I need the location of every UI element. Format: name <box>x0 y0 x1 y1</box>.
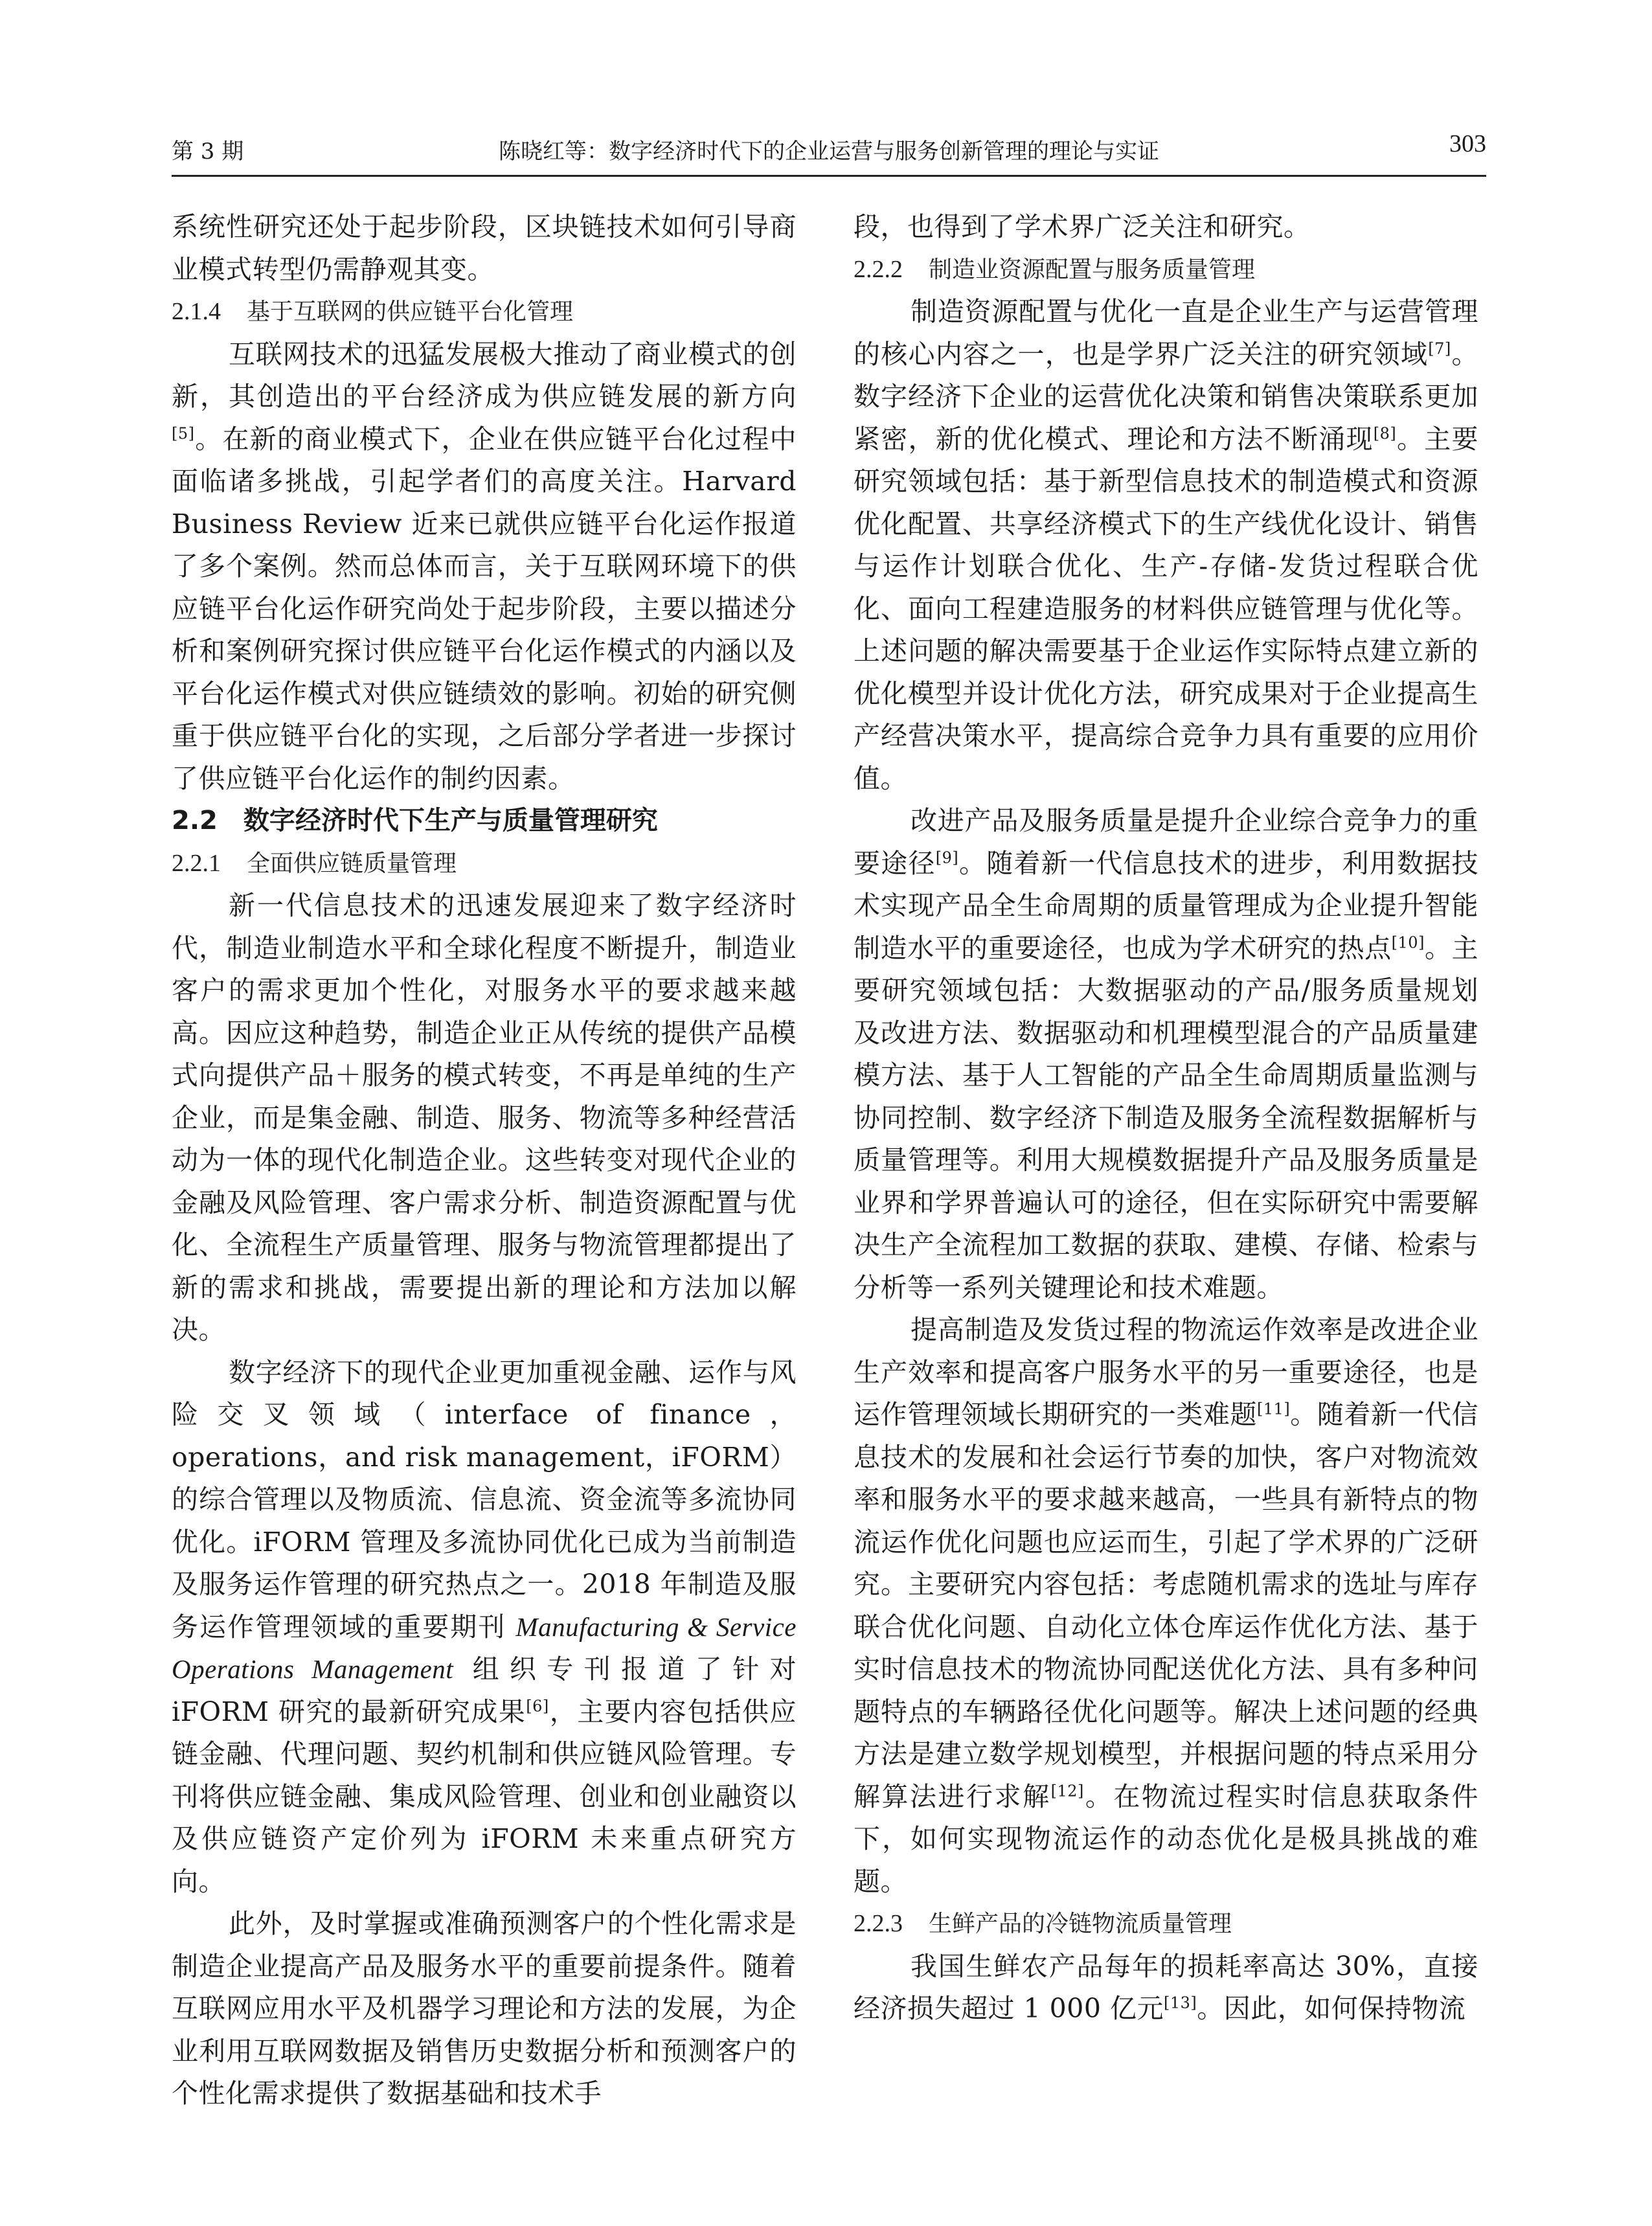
right-column <box>854 206 1478 2030</box>
citation: [5] <box>172 424 195 442</box>
text-run: 。数字经济下企业的运营优化决策和销售决策联系更加紧密，新的优化模式、理论和方法不断涌现 <box>854 338 1478 455</box>
text-run: 。因此，如何保持物流 <box>1197 1993 1466 2024</box>
paragraph <box>172 1352 797 1903</box>
section-title: 制造业资源配置与服务质量管理 <box>929 256 1256 283</box>
section-heading-2-2-2 <box>854 249 1478 291</box>
text-run: 提高制造及发货过程的物流运作效率是改进企业生产效率和提高客户服务水平的另一重要途径，也是运作管理领域长期研究的一类难题 <box>854 1314 1478 1430</box>
paragraph <box>854 1946 1478 2030</box>
text-run: 。主要研究领域包括：基于新型信息技术的制造模式和资源优化配置、共享经济模式下的生产线优化设计、销售与运作计划联合优化、生产-存储-发货过程联合优化、面向工程建造服务的材料供应链管理与优化等。上述问题的解决需要基于企业运作实际特点建立新的优化模型并设计优化方法，研究成果对于企业提高生产经营决策水平，提高综合竞争力具有重要的应用价值。 <box>854 423 1478 794</box>
section-heading-2-1-4 <box>172 291 797 334</box>
section-title: 生鲜产品的冷链物流质量管理 <box>929 1911 1232 1937</box>
text-run: 互联网技术的迅猛发展极大推动了商业模式的创新，其创造出的平台经济成为供应链发展的新方向 <box>172 338 797 412</box>
section-heading-2-2-1 <box>172 843 797 885</box>
citation: [11] <box>1257 1400 1291 1418</box>
citation: [6] <box>526 1696 549 1715</box>
paragraph <box>854 1309 1478 1903</box>
text-run: 。主要研究领域包括：大数据驱动的产品/服务质量规划及改进方法、数据驱动和机理模型混合的产品质量建模方法、基于人工智能的产品全生命周期质量监测与协同控制、数字经济下制造及服务全流程数据解析与质量管理等。利用大规模数据提升产品及服务质量是业界和学界普遍认可的途径，但在实际研究中需要解决生产全流程加工数据的获取、建模、存储、检索与分析等一系列关键理论和技术难题。 <box>854 932 1479 1303</box>
text-run: 组织专刊报道了针对 iFORM 研究的最新研究成果 <box>172 1653 797 1727</box>
section-number: 2.2 <box>172 806 218 835</box>
paragraph: 此外，及时掌握或准确预测客户的个性化需求是制造企业提高产品及服务水平的重要前提条件。随着互联网应用水平及机器学习理论和方法的发展，为企业利用互联网数据及销售历史数据分析和预测客户的个性化需求提供了数据基础和技术手 <box>172 1908 797 2109</box>
section-number: 2.1.4 <box>172 298 221 325</box>
page-number: 303 <box>1449 130 1486 157</box>
text-run: 数字经济下的现代企业更加重视金融、运作与风险交叉领域（interface of finance，operations，and risk management，iFORM）的综合管理以及物质流、信息流、资金流等多流协同优化。iFORM 管理及多流协同优化已成为当前制造及服务运作管理的研究热点之一。2018 年制造及服务运作管理领域的重要期刊 <box>172 1356 797 1642</box>
citation: [10] <box>1391 933 1425 951</box>
section-heading-2-2-3 <box>854 1903 1478 1946</box>
left-column <box>172 206 797 2115</box>
section-number: 2.2.3 <box>854 1910 903 1937</box>
text-run: ，主要内容包括供应链金融、代理问题、契约机制和供应链风险管理。专刊将供应链金融、集成风险管理、创业和创业融资以及供应链资产定价列为 iFORM 未来重点研究方向。 <box>172 1696 797 1897</box>
text-run: 改进产品及服务质量是提升企业综合竞争力的重要途径 <box>854 805 1478 879</box>
citation: [7] <box>1428 339 1451 358</box>
journal-name: Manufacturing & Service Operations Management <box>172 1611 797 1684</box>
text-run: 。在物流过程实时信息获取条件下，如何实现物流运作的动态优化是极具挑战的难题。 <box>854 1780 1478 1897</box>
issue-number: 第 3 期 <box>172 139 244 165</box>
section-title: 基于互联网的供应链平台化管理 <box>247 299 574 325</box>
text-run: 。在新的商业模式下，企业在供应链平台化过程中面临诸多挑战，引起学者们的高度关注。Harvard Business Review 近来已就供应链平台化运作报道了多个案例。然而总体而言，关于互联网环境下的供应链平台化运作研究尚处于起步阶段，主要以描述分析和案例研究探讨供应链平台化运作模式的内涵以及平台化运作模式对供应链绩效的影响。初始的研究侧重于供应链平台化的实现，之后部分学者进一步探讨了供应链平台化运作的制约因素。 <box>172 423 797 794</box>
text-run: 。随着新一代信息技术的发展和社会运行节奏的加快，客户对物流效率和服务水平的要求越来越高，一些具有新特点的物流运作优化问题也应运而生，引起了学术界的广泛研究。主要研究内容包括：考虑随机需求的选址与库存联合优化问题、自动化立体仓库运作优化方法、基于实时信息技术的物流协同配送优化方法、具有多种问题特点的车辆路径优化问题等。解决上述问题的经典方法是建立数学规划模型，并根据问题的特点采用分解算法进行求解 <box>854 1399 1478 1812</box>
text-run: 。随着新一代信息技术的进步，利用数据技术实现产品全生命周期的质量管理成为企业提升智能制造水平的重要途径，也成为学术研究的热点 <box>854 847 1478 964</box>
section-title: 数字经济时代下生产与质量管理研究 <box>243 806 658 835</box>
citation: [9] <box>935 848 959 867</box>
running-title: 陈晓红等：数字经济时代下的企业运营与服务创新管理的理论与实证 <box>499 139 1159 165</box>
paragraph <box>172 334 797 801</box>
paragraph: 系统性研究还处于起步阶段，区块链技术如何引导商业模式转型仍需静观其变。 <box>172 211 797 285</box>
citation: [13] <box>1163 1993 1197 2012</box>
paragraph <box>854 800 1478 1309</box>
section-number: 2.2.1 <box>172 849 221 877</box>
section-number: 2.2.2 <box>854 255 903 283</box>
citation: [8] <box>1373 424 1397 442</box>
running-header <box>172 130 1486 177</box>
section-heading-2-2 <box>172 800 797 843</box>
paragraph: 段，也得到了学术界广泛关注和研究。 <box>854 211 1311 242</box>
section-title: 全面供应链质量管理 <box>247 850 457 877</box>
text-run: 我国生鲜农产品每年的损耗率高达 30%，直接经济损失超过 1 000 亿元 <box>854 1950 1478 2024</box>
paragraph <box>854 291 1478 800</box>
paragraph: 新一代信息技术的迅速发展迎来了数字经济时代，制造业制造水平和全球化程度不断提升，制造业客户的需求更加个性化，对服务水平的要求越来越高。因应这种趋势，制造企业正从传统的提供产品模式向提供产品＋服务的模式转变，不再是单纯的生产企业，而是集金融、制造、服务、物流等多种经营活动为一体的现代化制造企业。这些转变对现代企业的金融及风险管理、客户需求分析、制造资源配置与优化、全流程生产质量管理、服务与物流管理都提出了新的需求和挑战，需要提出新的理论和方法加以解决。 <box>172 890 797 1345</box>
citation: [12] <box>1050 1781 1084 1800</box>
text-run: 制造资源配置与优化一直是企业生产与运营管理的核心内容之一，也是学界广泛关注的研究领域 <box>854 296 1478 370</box>
